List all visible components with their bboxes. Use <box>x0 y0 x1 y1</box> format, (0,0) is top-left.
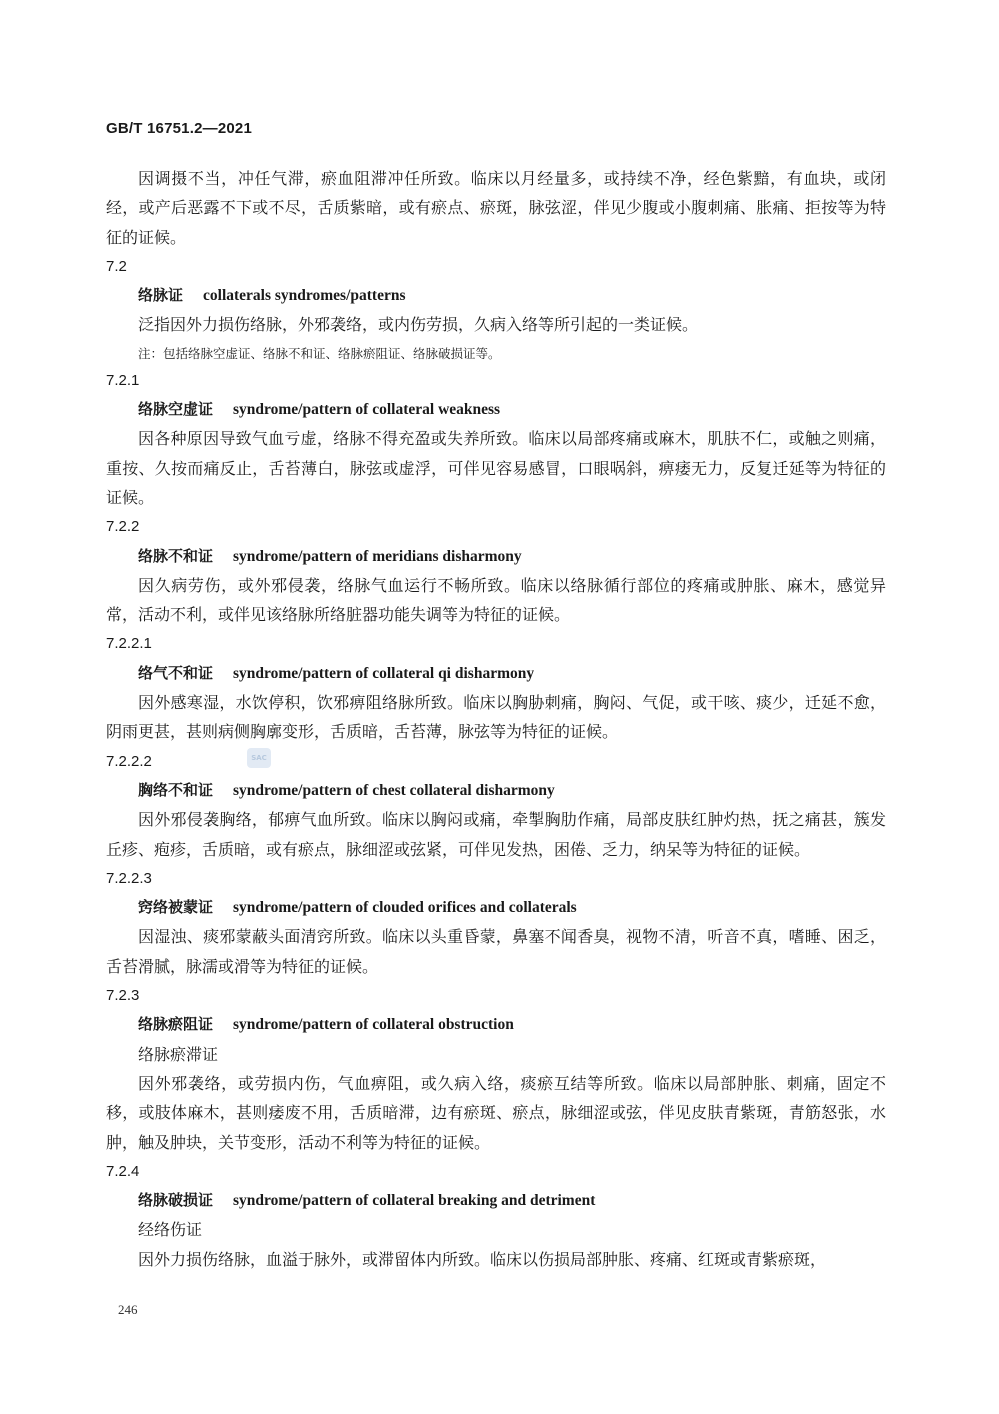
term-heading <box>106 659 886 688</box>
term-heading <box>106 893 886 922</box>
page-content <box>106 164 886 1274</box>
term-definition: 因外力损伤络脉，血溢于脉外，或滞留体内所致。临床以伤损局部肿胀、疼痛、红斑或青紫瘀斑， <box>138 1249 827 1269</box>
term-english: syndrome/pattern of meridians disharmony <box>233 547 522 565</box>
clause-number: 7.2.2.3 <box>106 869 152 887</box>
term-definition: 因久病劳伤，或外邪侵袭，络脉气血运行不畅所致。临床以络脉循行部位的疼痛或肿胀、麻木，感觉异常，活动不利，或伴见该络脉所络脏器功能失调等为特征的证候。 <box>106 575 886 625</box>
intro-paragraph: 因调摄不当，冲任气滞，瘀血阻滞冲任所致。临床以月经量多，或持续不净，经色紫黯，有血块，或闭经，或产后恶露不下或不尽，舌质紫暗，或有瘀点、瘀斑，脉弦涩，伴见少腹或小腹刺痛、胀痛、拒按等为特征的证候。 <box>106 169 886 247</box>
clause-number: 7.2.2.2 <box>106 752 152 770</box>
term-heading <box>106 281 886 310</box>
term-chinese: 络脉瘀阻证 <box>138 1015 214 1034</box>
clause-number: 7.2.3 <box>106 987 140 1005</box>
term-note: 注：包括络脉空虚证、络脉不和证、络脉瘀阻证、络脉破损证等。 <box>138 345 501 361</box>
term-chinese: 络脉空虚证 <box>138 400 214 419</box>
term-heading <box>106 776 886 805</box>
clause-number: 7.2 <box>106 257 127 275</box>
term-definition: 因湿浊、痰邪蒙蔽头面清窍所致。临床以头重昏蒙，鼻塞不闻香臭，视物不清，听音不真，嗜睡、困乏，舌苔滑腻，脉濡或滑等为特征的证候。 <box>106 927 886 976</box>
term-synonym: 络脉瘀滞证 <box>138 1044 219 1064</box>
term-chinese: 络脉证 <box>138 286 184 305</box>
term-heading <box>106 542 886 571</box>
term-english: syndrome/pattern of collateral weakness <box>233 401 501 419</box>
term-synonym: 经络伤证 <box>138 1220 203 1240</box>
term-chinese: 络脉不和证 <box>138 546 214 565</box>
term-definition: 因外邪袭络，或劳损内伤，气血痹阻，或久病入络，痰瘀互结等所致。临床以局部肿胀、刺痛，固定不移，或肢体麻木，甚则痿废不用，舌质暗滞，边有瘀斑、瘀点，脉细涩或弦，伴见皮肤青紫斑，青筋怒张，水肿，触及肿块，关节变形，活动不利等为特征的证候。 <box>106 1073 886 1152</box>
clause-number: 7.2.1 <box>106 371 140 389</box>
term-english: syndrome/pattern of collateral breaking and detriment <box>233 1192 596 1210</box>
term-heading <box>106 395 886 424</box>
term-definition: 泛指因外力损伤络脉，外邪袭络，或内伤劳损，久病入络等所引起的一类证候。 <box>138 315 699 335</box>
term-english: syndrome/pattern of clouded orifices and collaterals <box>233 899 577 917</box>
page-number: 246 <box>118 1302 138 1317</box>
term-english: syndrome/pattern of collateral qi disharmony <box>233 664 535 682</box>
term-definition: 因外邪侵袭胸络，郁痹气血所致。临床以胸闷或痛，牵掣胸肋作痛，局部皮肤红肿灼热，抚之痛甚，簇发丘疹、疱疹，舌质暗，或有瘀点，脉细涩或弦紧，可伴见发热，困倦、乏力，纳呆等为特征的证候。 <box>106 810 886 859</box>
term-heading <box>106 1186 886 1215</box>
term-english: collaterals syndromes/patterns <box>203 287 406 305</box>
term-english: syndrome/pattern of chest collateral disharmony <box>233 781 555 799</box>
clause-number: 7.2.2.1 <box>106 635 152 653</box>
watermark-logo: SAC <box>247 748 271 768</box>
clause-number: 7.2.2 <box>106 518 140 536</box>
term-definition: 因各种原因导致气血亏虚，络脉不得充盈或失养所致。临床以局部疼痛或麻木，肌肤不仁，或触之则痛，重按、久按而痛反止，舌苔薄白，脉弦或虚浮，可伴见容易感冒，口眼㖞斜，痹痿无力，反复迁延等为特征的证候。 <box>106 429 886 507</box>
term-chinese: 络脉破损证 <box>138 1191 214 1210</box>
term-chinese: 胸络不和证 <box>138 780 214 799</box>
term-definition: 因外感寒湿，水饮停积，饮邪痹阻络脉所致。临床以胸胁刺痛，胸闷、气促，或干咳、痰少，迁延不愈，阴雨更甚，甚则病侧胸廓变形，舌质暗，舌苔薄，脉弦等为特征的证候。 <box>106 693 886 742</box>
standard-number-header: GB/T 16751.2—2021 <box>106 120 252 137</box>
term-chinese: 络气不和证 <box>138 663 214 682</box>
clause-number: 7.2.4 <box>106 1162 140 1180</box>
term-chinese: 窍络被蒙证 <box>138 898 214 917</box>
term-english: syndrome/pattern of collateral obstruction <box>233 1016 514 1034</box>
term-heading <box>106 1010 886 1039</box>
